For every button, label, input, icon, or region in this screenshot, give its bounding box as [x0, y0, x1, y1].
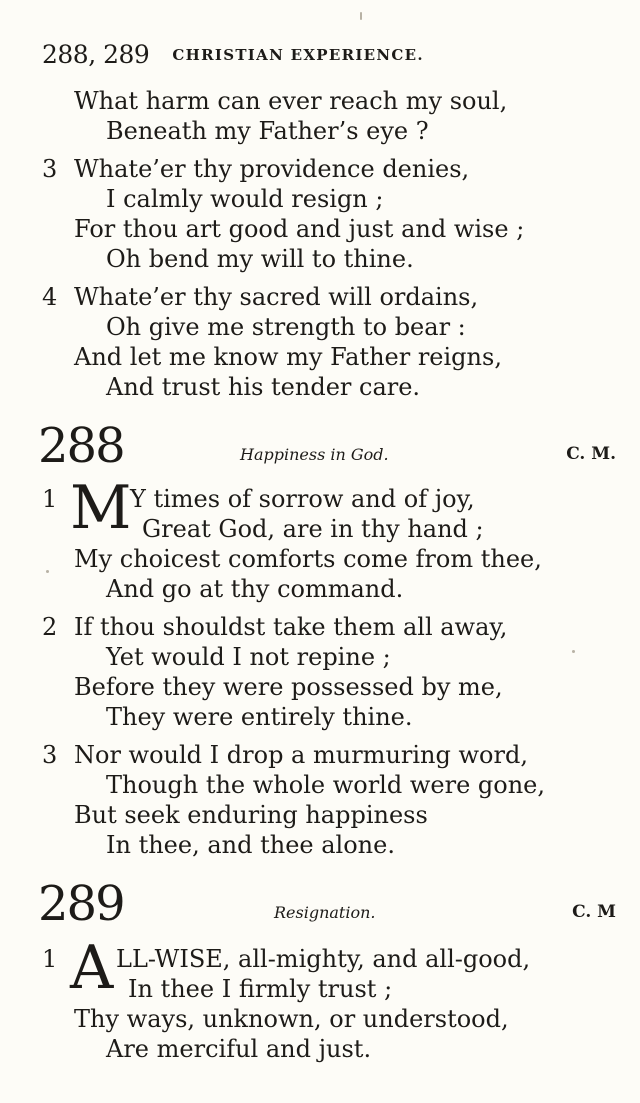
verse-line: Oh bend my will to thine.	[106, 245, 414, 273]
verse-line: Thy ways, unknown, or understood,	[74, 1005, 509, 1033]
verse-line: In thee I firmly trust ;	[128, 975, 393, 1003]
print-speck	[360, 12, 362, 20]
verse-line: They were entirely thine.	[106, 703, 413, 731]
hymn-title: Resignation.	[274, 903, 376, 922]
verse-line: If thou shouldst take them all away,	[74, 613, 508, 641]
verse-line: Oh give me strength to bear :	[106, 313, 466, 341]
verse-line: But seek enduring happiness	[74, 801, 428, 829]
print-speck	[572, 650, 575, 653]
verse-line: And let me know my Father reigns,	[74, 343, 502, 371]
hymn-meter: C. M.	[566, 444, 616, 464]
verse-line: Beneath my Father’s eye ?	[106, 117, 429, 145]
verse-line: Whate’er thy sacred will ordains,	[74, 283, 479, 311]
verse-line: Though the whole world were gone,	[106, 771, 545, 799]
verse-line: For thou art good and just and wise ;	[74, 215, 525, 243]
verse-line: I calmly would resign ;	[106, 185, 384, 213]
verse-line: And trust his tender care.	[106, 373, 421, 401]
drop-cap: M	[70, 473, 132, 543]
hymn-meter: C. M	[572, 902, 616, 922]
verse-line: My choicest comforts come from thee,	[74, 545, 542, 573]
hymn-header	[38, 872, 616, 932]
verse-line: And go at thy command.	[106, 575, 404, 603]
verse-line: Great God, are in thy hand ;	[142, 515, 484, 543]
verse-line: Are merciful and just.	[106, 1035, 372, 1063]
stanza-number: 3	[42, 741, 58, 769]
verse-line: What harm can ever reach my soul,	[74, 87, 508, 115]
hymn-number: 289	[38, 876, 124, 932]
print-speck	[46, 570, 49, 573]
verse-line: Yet would I not repine ;	[106, 643, 391, 671]
verse-line: LL-WISE, all-mighty, and all-good,	[116, 945, 531, 973]
hymn-header	[38, 414, 616, 474]
hymn-title: Happiness in God.	[240, 445, 389, 464]
page-numbers: 288, 289	[42, 40, 150, 69]
running-head	[42, 40, 602, 69]
verse-line: Nor would I drop a murmuring word,	[74, 741, 528, 769]
section-title: CHRISTIAN EXPERIENCE.	[172, 46, 424, 64]
stanza-number: 3	[42, 155, 58, 183]
verse-line: Y times of sorrow and of joy,	[130, 485, 475, 513]
stanza-number: 4	[42, 283, 58, 311]
verse-line: Before they were possessed by me,	[74, 673, 503, 701]
drop-cap: A	[70, 933, 114, 1003]
stanza-number: 1	[42, 485, 58, 513]
verse-line: Whate’er thy providence denies,	[74, 155, 470, 183]
hymn-number: 288	[38, 418, 124, 474]
stanza-number: 2	[42, 613, 58, 641]
verse-line: In thee, and thee alone.	[106, 831, 395, 859]
stanza-number: 1	[42, 945, 58, 973]
